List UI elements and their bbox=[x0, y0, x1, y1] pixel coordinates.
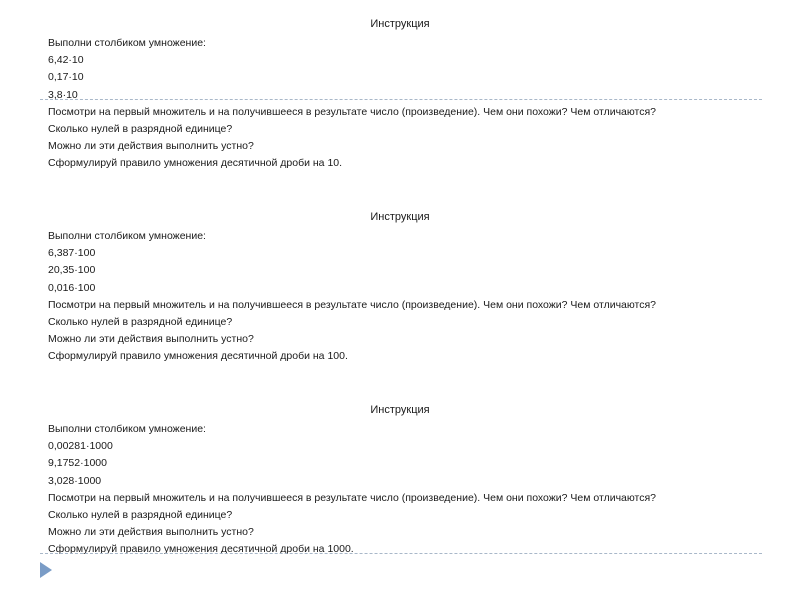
question-line: Сколько нулей в разрядной единице? bbox=[48, 122, 233, 135]
question-line: Сколько нулей в разрядной единице? bbox=[48, 315, 233, 328]
task-text: Выполни столбиком умножение: bbox=[48, 37, 206, 49]
example-line: 0,17·10 bbox=[48, 71, 84, 84]
question-line: Можно ли эти действия выполнить устно? bbox=[48, 526, 254, 539]
play-triangle-icon[interactable] bbox=[40, 562, 52, 578]
task-text: Выполни столбиком умножение: bbox=[48, 423, 206, 435]
example-line: 6,42·10 bbox=[48, 54, 84, 67]
question-line: Можно ли эти действия выполнить устно? bbox=[48, 333, 254, 346]
rule-prompt: Сформулируй правило умножения десятичной дроби на 100. bbox=[48, 350, 348, 363]
question-line: Сколько нулей в разрядной единице? bbox=[48, 508, 233, 521]
question-line: Можно ли эти действия выполнить устно? bbox=[48, 140, 254, 153]
example-line: 0,016·100 bbox=[48, 281, 96, 294]
instruction-title: Инструкция bbox=[370, 404, 430, 416]
question-line: Посмотри на первый множитель и на получившееся в результате число (произведение). Чем они похожи? Чем отличаются? bbox=[48, 491, 656, 504]
instruction-title: Инструкция bbox=[370, 211, 430, 223]
example-line: 3,8·10 bbox=[48, 88, 78, 101]
example-line: 20,35·100 bbox=[48, 264, 96, 277]
instruction-block-1 bbox=[48, 17, 768, 173]
question-line: Посмотри на первый множитель и на получившееся в результате число (произведение). Чем они похожи? Чем отличаются? bbox=[48, 105, 656, 118]
instruction-block-2 bbox=[48, 210, 768, 366]
dashed-divider-bottom bbox=[40, 553, 762, 554]
example-line: 0,00281·1000 bbox=[48, 440, 113, 453]
instruction-title: Инструкция bbox=[370, 18, 430, 30]
example-line: 3,028·1000 bbox=[48, 474, 102, 487]
example-line: 6,387·100 bbox=[48, 247, 96, 260]
question-line: Посмотри на первый множитель и на получившееся в результате число (произведение). Чем они похожи? Чем отличаются? bbox=[48, 298, 656, 311]
rule-prompt: Сформулируй правило умножения десятичной дроби на 10. bbox=[48, 157, 343, 170]
task-text: Выполни столбиком умножение: bbox=[48, 230, 206, 242]
example-line: 9,1752·1000 bbox=[48, 457, 107, 470]
rule-prompt: Сформулируй правило умножения десятичной дроби на 1000. bbox=[48, 543, 354, 556]
instruction-block-3 bbox=[48, 403, 768, 559]
